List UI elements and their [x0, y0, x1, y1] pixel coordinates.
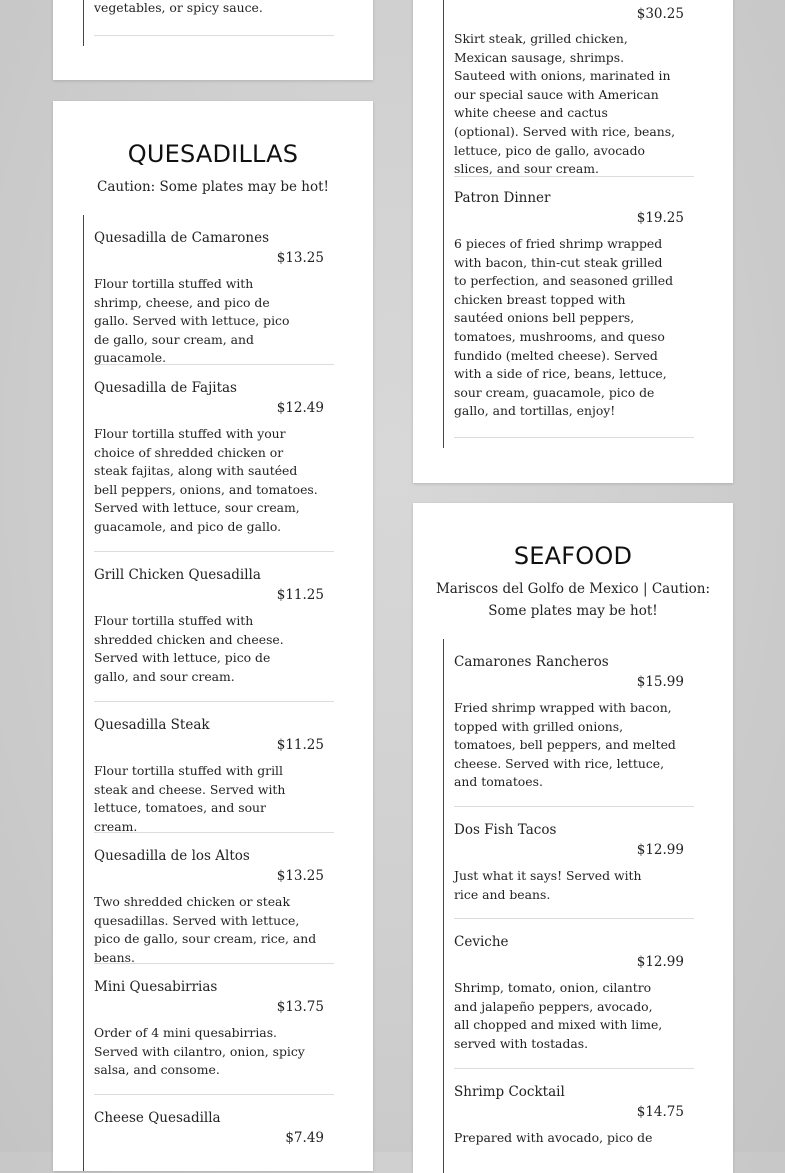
- menu-item-description: Flour tortilla stuffed with grill steak and cheese. Served with lettuce, tomatoes, and sour cream.: [94, 763, 286, 834]
- menu-item[interactable]: [94, 380, 334, 552]
- menu-item-name: Dos Fish Tacos: [454, 822, 557, 838]
- section-title: SEAFOOD: [513, 542, 633, 570]
- menu-item-description: Fried shrimp wrapped with bacon, topped with grilled onions, tomatoes, bell peppers, and melted cheese. Served with rice, lettuce, and tomatoes.: [454, 700, 676, 790]
- section-subtitle: Mariscos del Golfo de Mexico | Caution: Some plates may be hot!: [435, 581, 711, 619]
- menu-item-price: $11.25: [276, 587, 324, 603]
- menu-item-description: Flour tortilla stuffed with shredded chicken and cheese. Served with lettuce, pico de gallo, and sour cream.: [94, 613, 284, 684]
- menu-item-name: Shrimp Cocktail: [454, 1084, 565, 1100]
- menu-item-description: Prepared with avocado, pico de: [454, 1130, 653, 1145]
- menu-item-price: $13.25: [276, 868, 324, 884]
- menu-item-name: Quesadilla de Camarones: [94, 230, 270, 246]
- menu-item-description: 6 pieces of fried shrimp wrapped with bacon, thin-cut steak grilled to perfection, and seasoned grilled chicken breast topped with sautéed onions bell peppers, tomatoes, mushrooms, and queso fundido (melted cheese). Served with a side of rice, beans, lettuce, sour cream, guacamole, pico de gallo, and tortillas, enjoy!: [454, 236, 674, 419]
- menu-item-description: Flour tortilla stuffed with your choice of shredded chicken or steak fajitas, along with sautéed bell peppers, onions, and tomatoes. Served with lettuce, sour cream, guacamole, and pico de gallo.: [94, 426, 318, 534]
- quesadillas-section-card: [53, 101, 373, 1171]
- menu-item[interactable]: [94, 979, 334, 1095]
- menu-item-price: $12.99: [636, 842, 684, 858]
- previous-section-card-right: [413, 0, 733, 483]
- section-title: QUESADILLAS: [127, 140, 299, 168]
- menu-item-price: $19.25: [636, 210, 684, 226]
- menu-item-name: Grill Chicken Quesadilla: [94, 567, 261, 583]
- previous-section-card-left: [53, 0, 373, 80]
- menu-item-name: Ceviche: [454, 934, 509, 950]
- menu-item-price: $15.99: [636, 674, 684, 690]
- menu-item-price: $11.25: [276, 737, 324, 753]
- menu-item[interactable]: [94, 567, 334, 702]
- menu-item[interactable]: [454, 1084, 694, 1164]
- item-divider: [94, 35, 334, 36]
- menu-item-price: $14.75: [636, 1104, 684, 1120]
- menu-item-price: $7.49: [285, 1130, 324, 1146]
- section-items: [443, 639, 704, 1173]
- menu-item[interactable]: [454, 822, 694, 919]
- seafood-section-card: [413, 503, 733, 1173]
- menu-item-description: Just what it says! Served with rice and beans.: [454, 868, 642, 902]
- section-header: [53, 140, 373, 198]
- menu-item-name: Camarones Rancheros: [454, 654, 609, 670]
- menu-item[interactable]: [94, 717, 334, 833]
- previous-section-items: [443, 0, 704, 448]
- menu-item-name: Quesadilla de los Altos: [94, 848, 250, 864]
- menu-item-name: Quesadilla Steak: [94, 717, 210, 733]
- menu-item-description: vegetables, or spicy sauce.: [94, 0, 263, 15]
- menu-item-description: Skirt steak, grilled chicken, Mexican sausage, shrimps. Sauteed with onions, marinated in our special sauce with American white cheese and cactus (optional). Served with rice, beans, lettuce, pico de gallo, avocado slices, and sour cream.: [454, 31, 676, 177]
- menu-item-price: $12.99: [636, 954, 684, 970]
- previous-section-items: [83, 0, 344, 46]
- menu-item-price: $30.25: [636, 6, 684, 22]
- menu-item[interactable]: [94, 848, 334, 964]
- menu-item-description: Order of 4 mini quesabirrias. Served with cilantro, onion, spicy salsa, and consome.: [94, 1025, 305, 1078]
- item-divider: [454, 176, 694, 177]
- menu-item-name: Patron Dinner: [454, 190, 551, 206]
- menu-item-name: Cheese Quesadilla: [94, 1110, 221, 1126]
- menu-item-price: $13.25: [276, 250, 324, 266]
- menu-item[interactable]: [94, 230, 334, 365]
- section-items: [83, 215, 344, 1171]
- menu-item-name: Quesadilla de Fajitas: [94, 380, 237, 396]
- section-header: [413, 542, 733, 622]
- menu-item-price: $13.75: [276, 999, 324, 1015]
- menu-item-description: Two shredded chicken or steak quesadillas. Served with lettuce, pico de gallo, sour cream, rice, and beans.: [94, 894, 317, 965]
- menu-item-patron-dinner[interactable]: [454, 190, 694, 438]
- menu-item[interactable]: [454, 654, 694, 807]
- menu-item-name: Mini Quesabirrias: [94, 979, 218, 995]
- menu-item-description: Shrimp, tomato, onion, cilantro and jalapeño peppers, avocado, all chopped and mixed with lime, served with tostadas.: [454, 980, 663, 1051]
- section-subtitle: Caution: Some plates may be hot!: [97, 179, 329, 195]
- menu-item[interactable]: [454, 934, 694, 1069]
- menu-item[interactable]: [94, 1110, 334, 1171]
- menu-item-description: Flour tortilla stuffed with shrimp, cheese, and pico de gallo. Served with lettuce, pico de gallo, sour cream, and guacamole.: [94, 276, 290, 366]
- menu-item-price: $12.49: [276, 400, 324, 416]
